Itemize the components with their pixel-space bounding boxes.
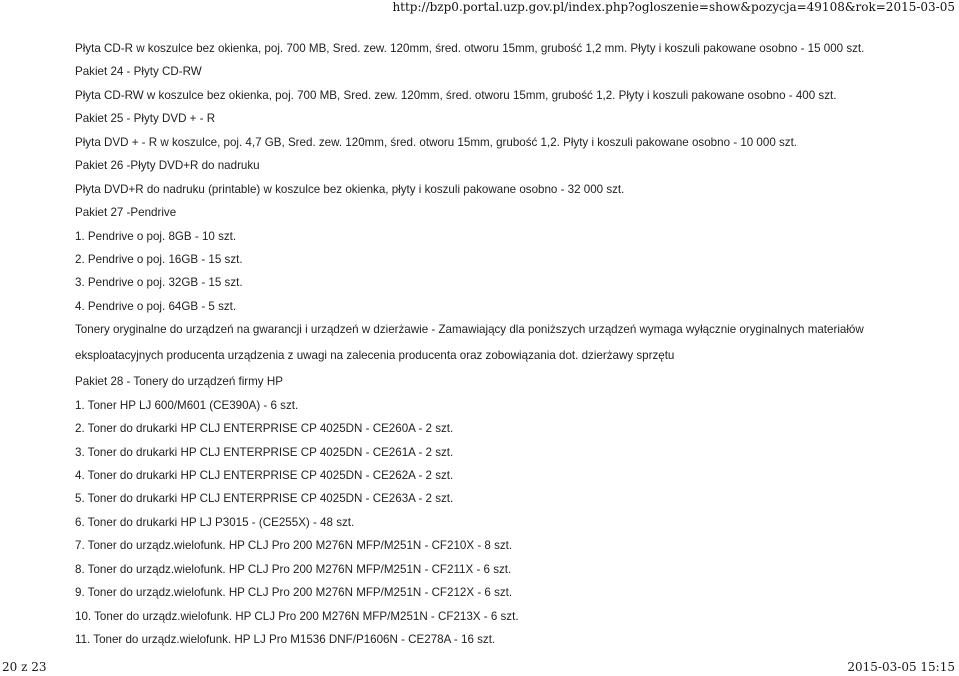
list-item: 3. Toner do drukarki HP CLJ ENTERPRISE CP 4025DN - CE261A - 2 szt. — [75, 445, 454, 459]
list-item: 9. Toner do urządz.wielofunk. HP CLJ Pro 200 M276N MFP/M251N - CF212X - 6 szt. — [75, 586, 513, 600]
list-item: 11. Toner do urządz.wielofunk. HP LJ Pro M1536 DNF/P1606N - CE278A - 16 szt. — [75, 633, 496, 647]
text-line: Płyta DVD + - R w koszulce, poj. 4,7 GB, Sred. zew. 120mm, śred. otworu 15mm, grubość 1,2. Płyty i koszuli pakowane osobno - 10 000 szt. — [75, 135, 798, 149]
section-heading: Pakiet 26 -Płyty DVD+R do nadruku — [75, 159, 260, 173]
document-body — [75, 41, 955, 656]
list-item: 1. Pendrive o poj. 8GB - 10 szt. — [75, 229, 237, 243]
list-item: 4. Pendrive o poj. 64GB - 5 szt. — [75, 299, 237, 313]
list-item: 8. Toner do urządz.wielofunk. HP CLJ Pro 200 M276N MFP/M251N - CF211X - 6 szt. — [75, 562, 512, 576]
section-heading: Pakiet 28 - Tonery do urządzeń firmy HP — [75, 375, 283, 389]
text-line: Tonery oryginalne do urządzeń na gwarancji i urządzeń w dzierżawie - Zamawiający dla poniższych urządzeń wymaga wyłącznie oryginalnych materiałów — [75, 323, 864, 337]
list-item: 7. Toner do urządz.wielofunk. HP CLJ Pro 200 M276N MFP/M251N - CF210X - 8 szt. — [75, 539, 513, 553]
print-datetime-footer: 2015-03-05 15:15 — [847, 660, 955, 674]
list-item: 2. Toner do drukarki HP CLJ ENTERPRISE CP 4025DN - CE260A - 2 szt. — [75, 422, 454, 436]
page-url-header: http://bzp0.portal.uzp.gov.pl/index.php?ogloszenie=show&pozycja=49108&rok=2015-03-05 — [392, 0, 955, 14]
section-heading: Pakiet 24 - Płyty CD-RW — [75, 65, 202, 79]
list-item: 5. Toner do drukarki HP CLJ ENTERPRISE CP 4025DN - CE263A - 2 szt. — [75, 492, 454, 506]
section-heading: Pakiet 25 - Płyty DVD + - R — [75, 112, 216, 126]
text-line: Płyta CD-R w koszulce bez okienka, poj. 700 MB, Sred. zew. 120mm, śred. otworu 15mm, grubość 1,2 mm. Płyty i koszuli pakowane osobno - 15 000 szt. — [75, 42, 865, 55]
list-item: 6. Toner do drukarki HP LJ P3015 - (CE255X) - 48 szt. — [75, 515, 355, 529]
list-item: 4. Toner do drukarki HP CLJ ENTERPRISE CP 4025DN - CE262A - 2 szt. — [75, 469, 454, 482]
list-item: 1. Toner HP LJ 600/M601 (CE390A) - 6 szt. — [75, 398, 299, 412]
list-item: 10. Toner do urządz.wielofunk. HP CLJ Pro 200 M276N MFP/M251N - CF213X - 6 szt. — [75, 609, 519, 623]
page-number-footer: 20 z 23 — [2, 660, 47, 674]
list-item: 3. Pendrive o poj. 32GB - 15 szt. — [75, 276, 243, 290]
list-item: 2. Pendrive o poj. 16GB - 15 szt. — [75, 252, 243, 266]
text-line: Płyta CD-RW w koszulce bez okienka, poj. 700 MB, Sred. zew. 120mm, śred. otworu 15mm, grubość 1,2. Płyty i koszuli pakowane osobno - 400 szt. — [75, 88, 837, 102]
text-line: eksploatacyjnych producenta urządzenia z uwagi na zalecenia producenta oraz zobowiązania dot. dzierżawy sprzętu — [75, 349, 675, 363]
text-line: Płyta DVD+R do nadruku (printable) w koszulce bez okienka, płyty i koszuli pakowane osobno - 32 000 szt. — [75, 182, 625, 196]
section-heading: Pakiet 27 -Pendrive — [75, 206, 177, 220]
